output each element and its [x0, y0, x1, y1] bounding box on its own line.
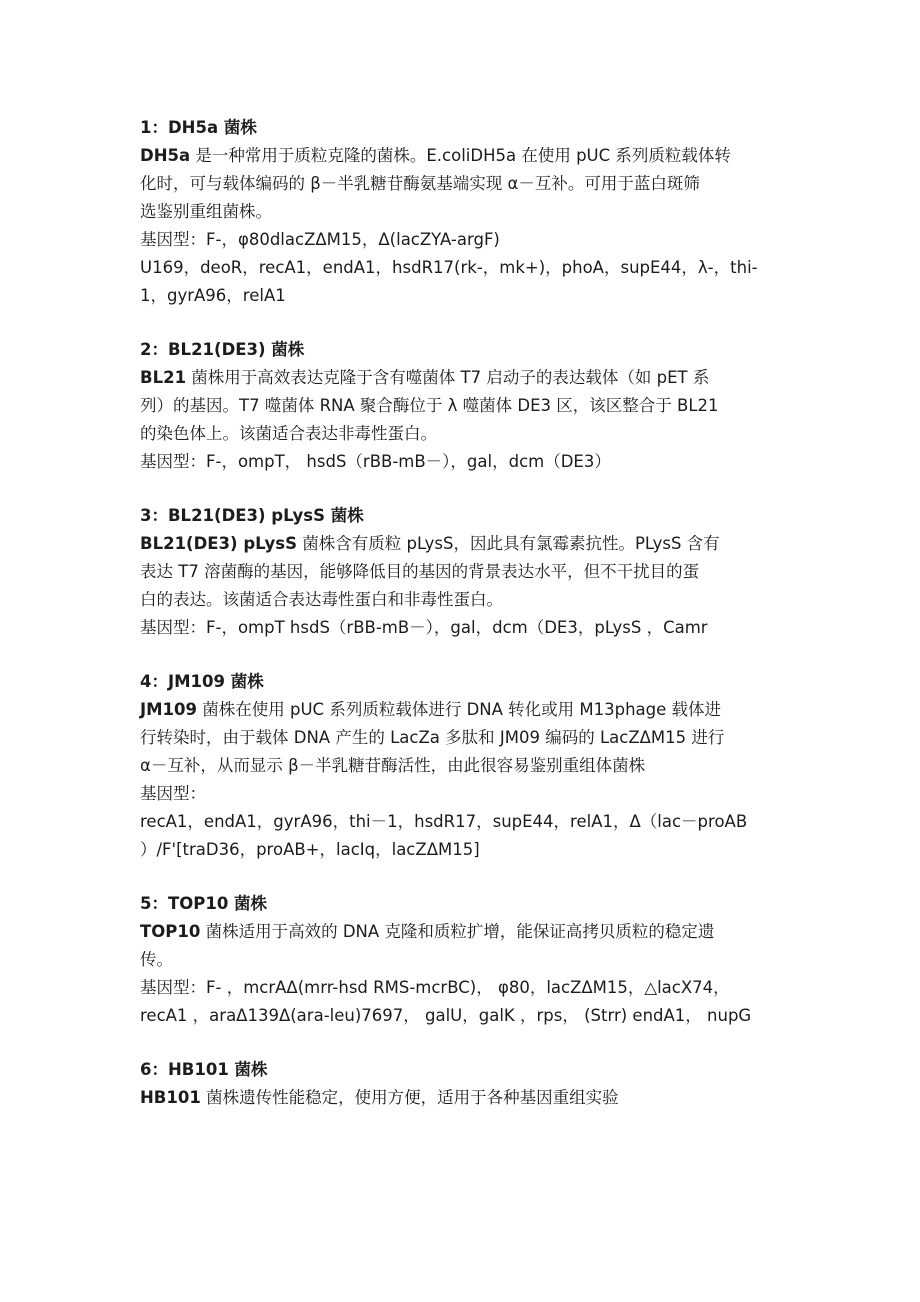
strain-name: BL21 [140, 368, 187, 387]
description-line: 传。 [140, 950, 173, 969]
genotype-line: U169，deoR，recA1，endA1，hsdR17(rk-，mk+)，phoA，supE44，λ-，thi- [140, 258, 758, 277]
description-line: DH5a 是一种常用于质粒克隆的菌株。E.coliDH5a 在使用 pUC 系列质粒载体转 [140, 146, 731, 165]
strain-section-top10 [140, 890, 780, 1030]
strain-name: HB101 [140, 1088, 201, 1107]
genotype-line: 基因型： [140, 784, 206, 803]
strain-section-bl21-de3 [140, 336, 780, 476]
description-line: 表达 T7 溶菌酶的基因，能够降低目的基因的背景表达水平，但不干扰目的蛋 [140, 562, 700, 581]
description-line: BL21(DE3) pLysS 菌株含有质粒 pLysS，因此具有氯霉素抗性。PLysS 含有 [140, 534, 720, 553]
description-line: 白的表达。该菌适合表达毒性蛋白和非毒性蛋白。 [140, 590, 503, 609]
description-line: 选鉴别重组菌株。 [140, 202, 272, 221]
description-line: 化时，可与载体编码的 β－半乳糖苷酶氨基端实现 α－互补。可用于蓝白斑筛 [140, 174, 700, 193]
description-line: α－互补，从而显示 β－半乳糖苷酶活性，由此很容易鉴别重组体菌株 [140, 756, 646, 775]
genotype-line: 基因型：F- ，mcrAΔ(mrr-hsd RMS-mcrBC)， φ80，lacZΔM15，△lacⅩ74， [140, 978, 730, 997]
strain-name: TOP10 [140, 922, 201, 941]
description-line: 的染色体上。该菌适合表达非毒性蛋白。 [140, 424, 437, 443]
strain-name: JM109 [140, 700, 198, 719]
genotype-line: 基因型：F-，ompT， hsdS（rBB-mB－），gal，dcm（DE3） [140, 452, 611, 471]
genotype-line: ）/F'[traD36，proAB+，lacIq，lacZΔM15] [140, 840, 480, 859]
section-heading: 5：TOP10 菌株 [140, 894, 268, 913]
section-heading: 4：JM109 菌株 [140, 672, 264, 691]
strain-section-bl21-plyss [140, 502, 780, 642]
genotype-line: 基因型：F-，φ80dlacZΔM15，Δ(lacZYA-argF) [140, 230, 500, 249]
genotype-line: recA1 ，araΔ139Δ(ara-leu)7697， galU，galK ，rps， (Strr) endA1， nupG [140, 1006, 752, 1025]
description-line: TOP10 菌株适用于高效的 DNA 克隆和质粒扩增，能保证高拷贝质粒的稳定遗 [140, 922, 715, 941]
description-line: JM109 菌株在使用 pUC 系列质粒载体进行 DNA 转化或用 M13phage 载体进 [140, 700, 722, 719]
strain-name: DH5a [140, 146, 191, 165]
section-heading: 2：BL21(DE3) 菌株 [140, 340, 305, 359]
strain-name: BL21(DE3) pLysS [140, 534, 297, 553]
strain-section-hb101 [140, 1056, 780, 1112]
genotype-line: 基因型：F-，ompT hsdS（rBB-mB－），gal，dcm（DE3，pLysS ，Camr [140, 618, 708, 637]
section-heading: 6：HB101 菌株 [140, 1060, 268, 1079]
description-line: BL21 菌株用于高效表达克隆于含有噬菌体 T7 启动子的表达载体（如 pET 系 [140, 368, 710, 387]
section-heading: 3：BL21(DE3) pLysS 菌株 [140, 506, 364, 525]
strain-section-jm109 [140, 668, 780, 864]
description-line: 行转染时，由于载体 DNA 产生的 LacZa 多肽和 JM09 编码的 LacZΔM15 进行 [140, 728, 725, 747]
genotype-line: recA1，endA1，gyrA96，thi－1，hsdR17，supE44，relA1，Δ（lac－proAB [140, 812, 748, 831]
section-heading: 1：DH5a 菌株 [140, 118, 257, 137]
strain-section-dh5a [140, 114, 780, 310]
genotype-line: 1，gyrA96，relA1 [140, 286, 286, 305]
description-line: HB101 菌株遗传性能稳定，使用方便，适用于各种基因重组实验 [140, 1088, 619, 1107]
description-line: 列）的基因。T7 噬菌体 RNA 聚合酶位于 λ 噬菌体 DE3 区，该区整合于 BL21 [140, 396, 719, 415]
